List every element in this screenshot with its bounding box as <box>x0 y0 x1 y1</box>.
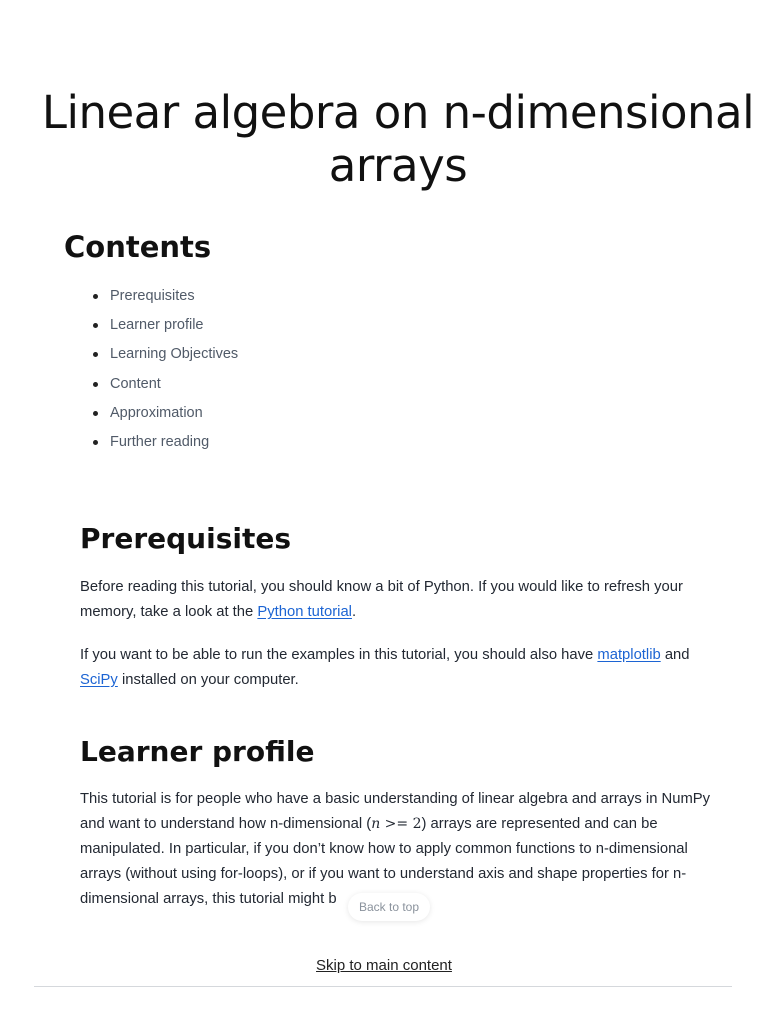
toc-link-learner-profile[interactable]: Learner profile <box>110 317 204 334</box>
prerequisites-paragraph-2 <box>80 643 720 693</box>
learner-profile-text-a: This tutorial is for people who have a basic understanding of linear algebra and arrays in NumPy and want to understand how n-dimensional ( <box>80 791 711 832</box>
python-tutorial-link[interactable]: Python tutorial <box>257 604 352 620</box>
prerequisites-text-2c: installed on your computer. <box>117 672 299 688</box>
toc-item-learner-profile <box>110 313 238 342</box>
math-operator: >= <box>380 816 413 832</box>
prerequisites-heading: Prerequisites <box>80 522 291 555</box>
toc-link-prerequisites[interactable]: Prerequisites <box>110 288 195 304</box>
skip-link-container <box>0 956 768 976</box>
prerequisites-text-1b: . <box>351 604 357 620</box>
prerequisites-paragraph-1 <box>80 575 720 625</box>
toc-link-further-reading[interactable]: Further reading <box>110 433 210 450</box>
toc-item-further-reading <box>110 430 238 459</box>
toc-link-content[interactable]: Content <box>110 375 161 392</box>
math-variable: n <box>371 816 381 832</box>
matplotlib-link[interactable]: matplotlib <box>597 647 661 663</box>
toc-item-prerequisites <box>110 284 238 313</box>
learner-profile-heading: Learner profile <box>80 735 315 768</box>
scipy-link[interactable]: SciPy <box>80 672 118 688</box>
toc-item-content <box>110 372 238 401</box>
skip-to-main-content-link[interactable]: Skip to main content <box>316 957 452 974</box>
toc-item-learning-objectives <box>110 342 238 371</box>
math-number: 2 <box>412 816 422 832</box>
footer-divider <box>34 986 732 987</box>
toc-link-learning-objectives[interactable]: Learning Objectives <box>110 346 239 363</box>
prerequisites-text-2a: If you want to be able to run the examples in this tutorial, you should also have <box>80 647 598 663</box>
page-title: Linear algebra on n-dimensional arrays <box>41 86 755 192</box>
toc-item-approximation <box>110 401 238 430</box>
contents-list <box>110 284 238 459</box>
math-expression <box>371 816 421 832</box>
contents-heading: Contents <box>64 230 212 264</box>
prerequisites-text-1a: Before reading this tutorial, you should know a bit of Python. If you would like to refresh your memory, take a look at the <box>80 579 683 620</box>
prerequisites-text-2b: and <box>660 647 690 663</box>
toc-link-approximation[interactable]: Approximation <box>110 404 203 421</box>
learner-profile-text-b: ) arrays are represented and can be manipulated. In particular, if you don’t know how to apply common functions to n-dimensional arrays (without using for-loops), or if you want to understand axis and shape properties for n-dimensional arrays, this tutorial might b <box>80 816 688 907</box>
back-to-top-button[interactable]: Back to top <box>348 893 430 921</box>
